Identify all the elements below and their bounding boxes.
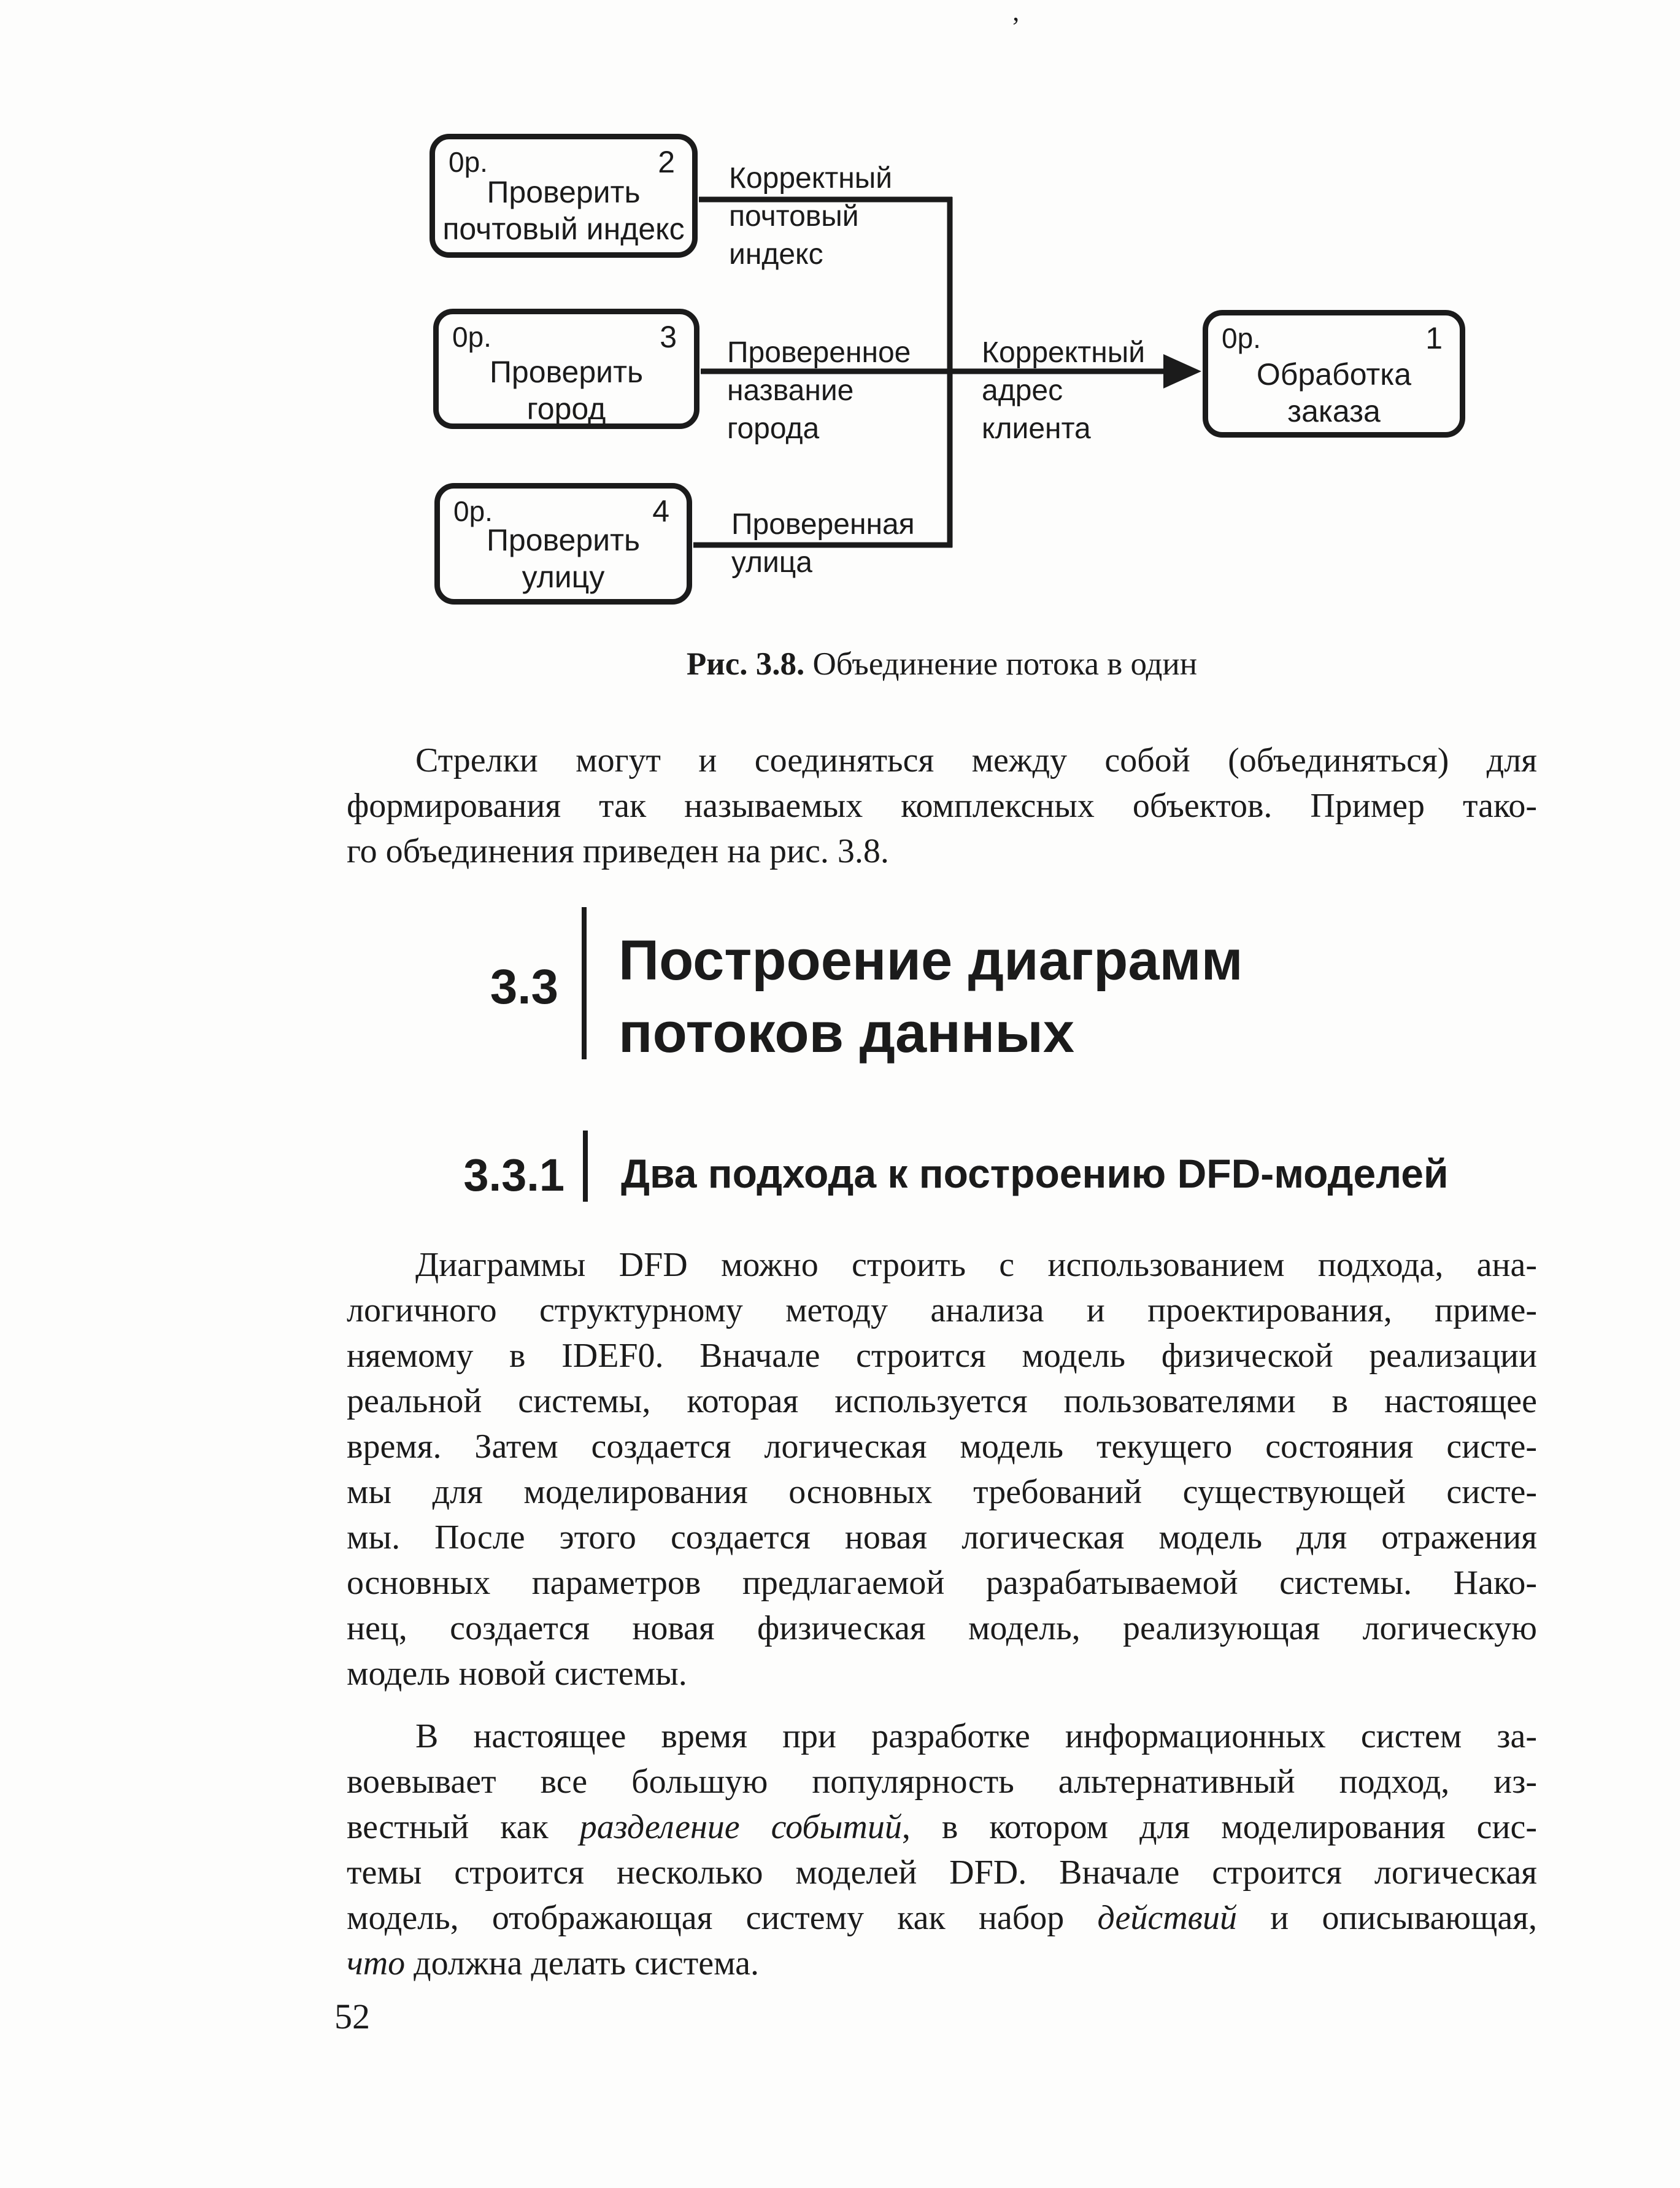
text-line: вестный как разделение событий, в котором для моделирования сис-	[347, 1808, 1537, 1846]
box-cost-label: 0р.	[1222, 322, 1261, 354]
text-line: что должна делать система.	[347, 1944, 759, 1982]
scan-artifact: ’	[1011, 12, 1020, 42]
intro-paragraph	[347, 738, 1537, 874]
box-cost-label: 0р.	[453, 495, 493, 527]
text-line: темы строится несколько моделей DFD. Вначале строится логическая	[347, 1854, 1537, 1892]
box-title	[1208, 356, 1460, 430]
box-number: 2	[658, 145, 675, 179]
section-3-3-1-title: Два подхода к построению DFD-моделей	[621, 1151, 1449, 1196]
box-number: 1	[1425, 321, 1443, 355]
text-line: Обработка	[1256, 357, 1412, 392]
body-paragraph-2	[347, 1714, 1537, 1986]
section-3-3-number: 3.3	[490, 959, 558, 1014]
text-line: улицу	[522, 560, 605, 594]
text-line: мы для моделирования основных требований существующей систе-	[347, 1473, 1537, 1511]
text-line: Проверить	[486, 523, 641, 557]
text-line: Проверенное	[727, 336, 911, 369]
text-line: го объединения приведен на рис. 3.8.	[347, 832, 889, 870]
text-line: модель, отображающая систему как набор действий и описывающая,	[347, 1899, 1537, 1937]
figure-caption	[347, 646, 1537, 682]
italic-term: разделение событий	[579, 1808, 902, 1846]
text-line: Диаграммы DFD можно строить с использованием подхода, ана-	[415, 1246, 1537, 1284]
page-number: 52	[334, 1997, 370, 2036]
text-line: время. Затем создается логическая модель текущего состояния систе-	[347, 1428, 1537, 1466]
box-title	[440, 522, 687, 595]
text-line: Корректный	[982, 336, 1146, 369]
text-line: формирования так называемых комплексных объектов. Пример тако-	[347, 787, 1537, 825]
box-title	[435, 174, 692, 247]
process-box-check-street	[434, 483, 692, 605]
text-line: города	[727, 412, 820, 445]
italic-term: что	[347, 1944, 406, 1982]
box-title	[439, 354, 694, 427]
text-line: город	[526, 392, 606, 426]
italic-term: действий	[1097, 1899, 1237, 1937]
text-line: основных параметров предлагаемой разрабатываемой системы. Нако-	[347, 1564, 1537, 1602]
text-line: Построение диаграмм	[618, 929, 1243, 992]
flow-label-checked-city	[727, 334, 911, 448]
box-number: 4	[652, 494, 669, 528]
text-line: почтовый	[729, 200, 859, 233]
text-line: логичного структурному методу анализа и проектирования, приме-	[347, 1291, 1537, 1329]
process-box-order-processing	[1203, 310, 1465, 438]
section-3-3-1-number: 3.3.1	[463, 1150, 564, 1200]
text-line: нец, создается новая физическая модель, реализующая логическую	[347, 1609, 1537, 1647]
section-3-3-1-divider	[583, 1131, 588, 1202]
text-line: реальной системы, которая используется пользователями в настоящее	[347, 1382, 1537, 1420]
text-line: заказа	[1287, 394, 1381, 428]
text-line: Проверенная	[731, 508, 915, 541]
flow-label-checked-street	[731, 506, 915, 582]
box-cost-label: 0р.	[449, 146, 488, 178]
text-line: название	[727, 374, 854, 407]
text-line: Стрелки могут и соединяться между собой (объединяться) для	[415, 741, 1537, 779]
text-line: няемому в IDEF0. Вначале строится модель физической реализации	[347, 1337, 1537, 1375]
text-line: адрес	[982, 374, 1063, 407]
section-3-3-title	[618, 924, 1243, 1069]
text-line: улица	[731, 546, 812, 579]
text-line: индекс	[729, 238, 823, 271]
text-line: почтовый индекс	[442, 212, 685, 246]
text-line: воевывает все большую популярность альтернативный подход, из-	[347, 1763, 1537, 1801]
text-line: Проверить	[489, 355, 644, 389]
figure-caption-label: Рис. 3.8.	[686, 646, 805, 682]
flow-label-correct-address	[982, 334, 1145, 448]
section-3-3-divider	[582, 907, 587, 1059]
text-line: Проверить	[487, 175, 641, 209]
body-paragraph-1	[347, 1242, 1537, 1696]
text-line: потоков данных	[618, 1002, 1075, 1064]
text-line: В настоящее время при разработке информационных систем за-	[415, 1717, 1537, 1755]
arrowhead-icon	[1163, 354, 1201, 389]
process-box-check-zip	[430, 134, 698, 258]
process-box-check-city	[433, 309, 699, 429]
box-number: 3	[660, 320, 677, 354]
text-line: модель новой системы.	[347, 1655, 687, 1693]
flow-label-correct-zip	[729, 160, 892, 274]
text-line: Корректный	[729, 162, 893, 195]
text-line: клиента	[982, 412, 1091, 445]
text-line: мы. После этого создается новая логическая модель для отражения	[347, 1518, 1537, 1556]
figure-caption-text: Объединение потока в один	[804, 646, 1198, 682]
box-cost-label: 0р.	[452, 321, 491, 353]
